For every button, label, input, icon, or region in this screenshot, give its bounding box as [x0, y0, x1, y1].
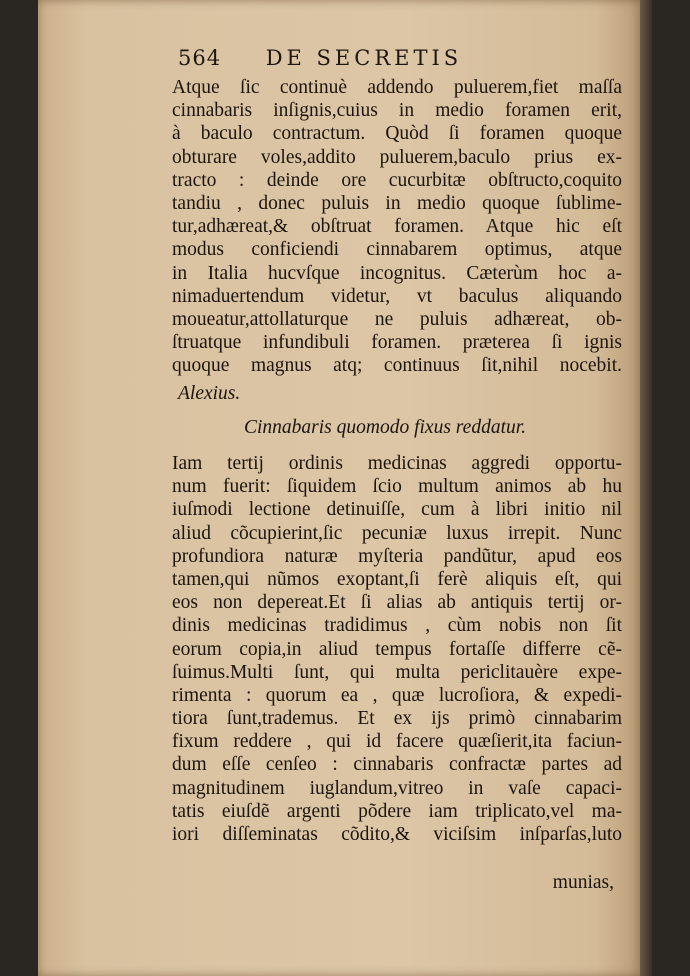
author-signature: Alexius. [178, 383, 241, 404]
text-line: tracto : deinde ore cucurbitæ obſtructo,coquito [172, 169, 622, 191]
text-line: magnitudinem iuglandum,vitreo in vaſe capaci- [172, 777, 622, 799]
text-line: iuſmodi lectione detinuiſſe, cum à libri initio nil [172, 499, 622, 521]
text-line: tiora ſunt,trademus. Et ex ijs primò cinnabarim [172, 708, 622, 730]
text-line: moueatur,attollaturque ne puluis adhæreat, ob- [172, 308, 622, 330]
page-number: 564 [178, 46, 222, 70]
text-line: fixum reddere , qui id facere quæſierit,ita faciun- [172, 731, 622, 753]
text-line: aliud cõcupierint,ſic pecuniæ luxus irrepit. Nunc [172, 522, 622, 544]
text-line: Iam tertij ordinis medicinas aggredi opportu- [172, 453, 622, 474]
paragraph-1 [172, 76, 622, 377]
text-line: in Italia hucvſque incognitus. Cæterùm hoc a- [172, 262, 622, 284]
text-line: eorum copia,in aliud tempus fortaſſe differre cẽ- [172, 638, 622, 660]
text-line: nimaduertendum videtur, vt baculus aliquando [172, 285, 622, 307]
section-heading: Cinnabaris quomodo fixus reddatur. [244, 417, 527, 438]
text-line: modus conficiendi cinnabarem optimus, atque [172, 239, 622, 261]
text-line: Atque ſic continuè addendo puluerem,fiet maſſa [172, 77, 622, 98]
text-line: cinnabaris inſignis,cuius in medio foramen erit, [172, 100, 622, 122]
text-line: tatis eiuſdẽ argenti põdere iam triplicato,vel ma- [172, 800, 622, 822]
text-line: ſuimus.Multi ſunt, qui multa periclitauère expe- [172, 661, 622, 683]
running-header [178, 46, 618, 70]
running-title: DE SECRETIS [265, 46, 463, 70]
catchword: munias, [552, 872, 614, 893]
text-line: num fuerit: ſiquidem ſcio multum animos ab hu [172, 476, 622, 498]
text-line: dinis medicinas tradidimus , cùm nobis non ſit [172, 615, 622, 637]
text-line: rimenta : quorum ea , quæ lucroſiora, & expedi- [172, 684, 622, 706]
text-line: iori diſſeminatas cõdito,& viciſsim inſparſas,luto [172, 824, 622, 845]
text-line: quoque magnus atq; continuus ſit,nihil nocebit. [172, 355, 622, 377]
text-line: eos non depereat.Et ſi alias ab antiquis tertij or- [172, 592, 622, 614]
text-line: tur,adhæreat,& obſtruat foramen. Atque hic eſt [172, 216, 622, 238]
text-line: tamen,qui nũmos exoptant,ſi ferè aliquis eſt, qui [172, 568, 622, 590]
text-line: dum eſſe cenſeo : cinnabaris confractæ partes ad [172, 754, 622, 776]
text-line: tandiu , donec puluis in medio quoque ſublime- [172, 192, 622, 214]
text-line: à baculo contractum. Quòd ſi foramen quoque [172, 123, 622, 145]
text-line: ſtruatque infundibuli foramen. præterea ſi ignis [172, 332, 622, 354]
text-line: profundiora naturæ myſteria pandũtur, apud eos [172, 545, 622, 567]
page-binding-edge [640, 0, 652, 976]
paragraph-2 [172, 452, 622, 846]
text-line: obturare voles,addito puluerem,baculo prius ex- [172, 146, 622, 168]
